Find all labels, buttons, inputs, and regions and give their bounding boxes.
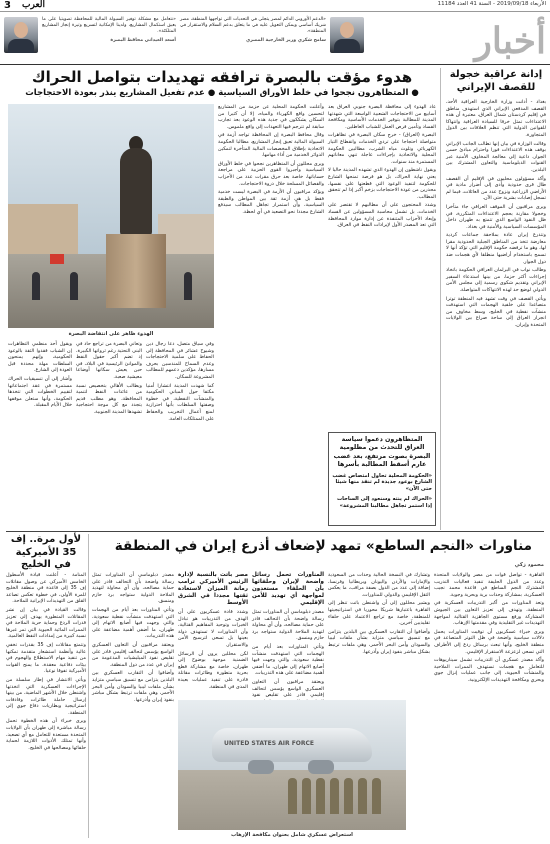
paragraph: ويشير محللون إلى أن واشنطن باتت تنظر إلى القاهرة باعتبارها شريكا محوريا في استراتيجيتها للمنطقة، خاصة مع تراجع الاعتماد على حلفاء تقليديين آخرين. (328, 600, 430, 627)
story3-headline: لأول مرة.. إف 35 الأميركية في الخليج (10, 534, 82, 570)
minister-portrait (330, 17, 364, 53)
story2-subhead-a: مصر باتت بالنسبة لإدارة الرئيس الأميركي ترامب رمانة الميزان لاستعادة ثقتها مجددا في الشرق الأوسط (178, 572, 248, 606)
statue-photo-caption: الهدوء ظاهر على انتفاضة البصرة (68, 331, 154, 337)
sidebar-headline: إدانة عراقية خجولة للقصف الإيراني (449, 69, 543, 93)
paragraph: ويقول أحد منظمي التظاهرات إن الشباب فقدوا الثقة بالوعود الحكومية، وإنهم يمنحون السلطات مهلة محددة قبل العودة إلى الشارع. (8, 341, 72, 374)
paragraph: وقال محافظ البصرة إن المحافظة تواجه أزمة في السيولة المالية تعيق إنجاز المشاريع، مطالبا الحكومة الاتحادية بإطلاق المخصصات المالية المتأخرة لتمكين الدوائر الخدمية من أداء مهامها. (218, 132, 324, 159)
paragraph: وتتمتع مقاتلات إف 35 بقدرات تخفي عالية وأنظمة استشعار متقدمة تمكنها من تنفيذ مهام الاستطلاع والهجوم في بيئات دفاعية معقدة، ما يمنح القوات الأميركية تفوقا نوعيا. (6, 641, 87, 675)
paragraph: ويؤكد مراقبون أن الأزمة في البصرة ليست خدمية فقط بل هي أزمة ثقة بين المواطن والطبقة السياسية، وأن استمرار تجاهل المطالب سيدفع الشارع مجددا نحو التصعيد في أي لحظة. (218, 189, 324, 215)
top-quote-1-text: «الدعم الأوروبي الدائم لمصر يتجلى في التحديات التي تواجهها المنطقة، مصر شريك أساسي ويمكن التعويل عليه في ما يتعلق بدعم السلام والاستقرار في المنطقة». (180, 17, 326, 35)
story2-subhead-b: المناورات تحمل رسائل واضحة لإيران وحلفائها بأن الحلفاء مستعدون لمواجهة أي تهديد للأمن الإقليمي (252, 572, 324, 606)
paragraph: ويأتي القصف في وقت تشهد فيه المنطقة توترا متصاعدا على خلفية الهجمات التي استهدفت منشآت نفطية في الخليج، وسط مخاوف من انجرار العراق إلى ساحة صراع بين الولايات المتحدة وإيران. (446, 295, 546, 328)
paragraph: وأضافوا أن التقارب العسكري بين البلدين يتزامن مع تنسيق سياسي متزايد بشأن ملفات ليبيا والسودان وأمن البحر الأحمر، وهي ملفات ترتبط بشكل مباشر بنفوذ إيران وأذرعها. (328, 628, 430, 655)
governor-portrait (4, 17, 38, 53)
page-number: 3 (4, 0, 11, 11)
sidebar-story (446, 68, 546, 530)
paragraph: ويطالب الأهالي بتخصيص نسبة من عائدات النفط لتنمية المحافظة، وهو مطلب قديم يتجدد مع كل موجة احتجاجية تشهدها المدينة الجنوبية. (76, 382, 142, 415)
masthead-strip (0, 0, 550, 12)
paragraph: وتتذرع إيران عادة بملاحقة جماعات كردية معارضة تتخذ من المناطق الجبلية الحدودية مقرا لها، وهو ما ترفضه حكومة الإقليم التي تؤكد أنها لا تسمح باستخدام أراضيها منطلقا لأي هجمات ضد دول الجوار. (446, 232, 546, 265)
paragraph: وقالت القيادة في بيان إن نشر المقاتلات المتطورة يهدف إلى تعزيز قدرات الردع وحماية حرية الملاحة في الممرات المائية الحيوية التي تمر عبرها نسبة كبيرة من إمدادات النفط العالمية. (6, 606, 86, 640)
story2-column-4 (178, 572, 248, 696)
paragraph: مصدر دبلوماسي أن المناورات تمثل رسالة واضحة بأن التحالف قادر على حماية مصالحه، وأن أي محاولة لتهديد الملاحة الدولية ستواجه برد حازم ومنسق. (252, 609, 324, 642)
paragraph: وتأتي المناورات بعد أيام من الهجمات التي استهدفت منشآت نفطية سعودية، والتي وجهت فيها أصابع الاتهام إلى طهران، ما أضفى أهمية مضاعفة على هذه التدريبات. (92, 606, 174, 640)
pullquote: «الحكومة المحلية تحاول امتصاص غضب الشارع بوعود جديدة لم تنفذ منها شيئا حتى الآن» (332, 472, 432, 493)
pullquote: «الحراك لم ينته وسنعود إلى الساحات إذا استمر تجاهل مطالبنا المشروعة» (336, 496, 432, 509)
paragraph: وأضافوا أن التقارب العسكري بين البلدين يتزامن مع تنسيق سياسي متزايد بشأن ملفات ليبيا والسودان وأمن البحر الأحمر، وهي ملفات ترتبط بشكل مباشر بنفوذ إيران وأذرعها. (92, 670, 174, 703)
paragraph: وتشارك في النسخة الحالية وحدات من السعودية والإمارات والأردن واليونان وبريطانيا وفرنسا، إضافة إلى عدد من الدول بصفة مراقب، ما يعكس الثقل الإقليمي والدولي للمناورات. (328, 572, 430, 598)
story3-body (6, 572, 86, 838)
top-quote-2-text: «نتعامل مع مشكلة توفير السيولة المالية للمحافظة تصويتيا على ما يعيق استكمال المشاريع، ولدينا الإمكانية لتسريع وتيرة إنجاز المشاريع المتلكئة». (42, 17, 176, 35)
military-photo-caption: استعراض عسكري شامل بعنوان مكافحة الإرهاب (231, 832, 353, 838)
top-quote-2-signature: أسعد العيداني محافظ البصرة (110, 37, 176, 43)
paragraph: ويقول ناشطون إن الهدوء الذي تشهده المدينة حاليا لا يعني نهاية الحراك، بل هو فرصة تمنحها الشارع للحكومة لتنفيذ الوعود التي قطعتها على نفسها، محذرين من عودة الاحتجاجات بزخم أكبر إذا لم تتحقق المطالب. (328, 167, 436, 200)
story2-headline: مناورات «النجم الساطع» تمهد لإضعاف أذرع إيران في المنطقة (114, 538, 532, 554)
lead-column-e (8, 341, 72, 526)
paragraph: ويرى خبراء عسكريون أن توقيت المناورات يحمل دلالات سياسية واضحة في ظل التوتر المتصاعد في منطقة الخليج، وأنها تبعث برسائل ردع إلى الأطراف التي تسعى لزعزعة الاستقرار الإقليمي. (434, 628, 544, 655)
column-divider (88, 534, 89, 838)
paragraph: وتعد المناورات من أكبر التدريبات العسكرية في المنطقة، وتهدف إلى تعزيز التعاون بين الجيوش المشاركة ورفع مستوى الجاهزية القتالية لمواجهة التهديدات غير التقليدية وفي مقدمتها الإرهاب. (434, 600, 544, 627)
section-divider (6, 531, 544, 532)
lead-subhead-1: المتظاهرون نجحوا في خلط الأوراق السياسية (218, 88, 409, 98)
story2-column-2 (328, 572, 430, 696)
paragraph: مصدر دبلوماسي أن المناورات تمثل رسالة واضحة بأن التحالف قادر على حماية مصالحه، وأن أي محاولة لتهديد الملاحة الدولية ستواجه برد حازم ومنسق. (92, 572, 174, 605)
paragraph: وطالب نواب في البرلمان العراقي الحكومة باتخاذ إجراءات أكثر حزما، من بينها استدعاء السفير الإيراني وتقديم شكوى رسمية إلى مجلس الأمن الدولي لوضع حد لهذه الانتهاكات المتواصلة. (446, 267, 546, 294)
lead-column-d (76, 341, 142, 526)
column-divider (440, 68, 441, 530)
section-title: أخبار (474, 20, 546, 62)
highlight-box-title: المتظاهرون دعموا سياسة العراق للتحدث من مظلومية البصرة بصوت مرتفع، بعد غضب عارم أسقط المطالبة بأسرها (333, 436, 431, 469)
paragraph: ويرى خبراء أن هذه الخطوة تحمل رسالة مباشرة إلى طهران بأن الولايات المتحدة مستعدة للتعامل مع أي تصعيد، وأنها تمتلك الأدوات اللازمة لحماية حلفائها ومصالحها في الخليج. (6, 718, 86, 751)
paragraph: ويرى مراقبون أن الموقف العراقي جاء متأخرا وخجولا مقارنة بحجم الاعتداءات المتكررة، في ظل النفوذ الواسع الذي تتمتع به طهران داخل المؤسسات السياسية والأمنية في بغداد. (446, 203, 546, 230)
paragraph: ويأتي الانتشار في إطار سلسلة من الإجراءات العسكرية التي اتخذتها واشنطن خلال الأشهر الماضية، من بينها إرسال حاملة طائرات وقاذفات استراتيجية وبطاريات دفاع جوي إلى المنطقة. (6, 676, 86, 716)
lead-column-a (328, 104, 436, 430)
paragraph: عاد الهدوء إلى محافظة البصرة جنوبي العراق بعد أسابيع من الاحتجاجات الشعبية الواسعة التي شهدتها المدينة للمطالبة بتوفير الخدمات الأساسية ومكافحة الفساد وتأمين فرص العمل للشباب العاطلين. (328, 104, 436, 130)
paragraph: البصرة (العراق) - خرج سكان البصرة في تظاهرات متواصلة احتجاجا على تردي الخدمات وانقطاع التيار الكهربائي وتلوث مياه الشرب، مطالبين الحكومة المحلية والاتحادية بإجراءات عاجلة تنهي معاناتهم المستمرة منذ سنوات. (328, 132, 436, 165)
story2-column-1 (434, 572, 544, 838)
paragraph: وشدد المحتجون على أن مطالبهم لا تقتصر على الخدمات، بل تشمل محاسبة المسؤولين عن الفساد وإبعاد الأحزاب المتنفذة عن إدارة موارد المحافظة التي تعد المصدر الأول لإيرادات النفط في العراق. (328, 202, 436, 229)
paragraph: وأعلنت الحكومة المحلية عن حزمة من المشاريع لتحسين واقع الكهرباء والمياه، إلا أن كثيرا من السكان يشككون في جدية هذه الوعود بعد تجارب سابقة لم تترجم فيها التعهدات إلى واقع ملموس. (218, 104, 324, 130)
paragraph: ويرى محللون أن المتظاهرين نجحوا في خلط الأوراق السياسية وأجبروا القوى الحزبية على مراجعة حساباتها، خاصة بعد حرق مقرات عدد من الأحزاب والفصائل المسلحة خلال ذروة الاحتجاجات. (218, 160, 324, 187)
top-quote-2 (42, 17, 176, 44)
lead-column-b (218, 104, 324, 526)
paragraph: وتعاني البصرة من تراجع حاد في البنى التحتية رغم ثرواتها الكبيرة، إذ تضم أكبر حقول النفط والموانئ الرئيسية في البلاد، في حين يعيش سكانها أوضاعا معيشية صعبة. (76, 341, 142, 380)
military-exercise-photo (178, 700, 406, 830)
top-quotes-bar (0, 13, 550, 65)
paragraph: المنامة - أعلنت قيادة الأسطول الخامس الأميركي عن وصول مقاتلات إف 35 إلى قاعدة في منطقة الخليج للمرة الأولى، في خطوة تعكس تصاعد القلق من التهديدات الإيرانية للملاحة. (6, 572, 87, 605)
paragraph: وأكد مصدر عسكري أن التدريبات تشمل سيناريوهات للتعامل مع هجمات تستهدف الممرات الملاحية والمنشآت الحيوية، إلى جانب عمليات إنزال جوي وبحري ومكافحة التهديدات الإلكترونية. (434, 657, 544, 683)
story2-column-5 (92, 572, 174, 838)
paragraph: لكن محللين يرون أن الرسائل الضمنية موجهة بوضوح إلى طهران، خاصة مع مشاركة قطع بحرية متطورة وطائرات مقاتلة قادرة على تنفيذ عمليات بعيدة المدى في المنطقة. (178, 650, 248, 690)
top-quote-1-signature: سامح شكري وزير الخارجية المصري (245, 37, 326, 43)
story2-column-3 (252, 572, 324, 699)
statue-photo (8, 104, 214, 328)
paragraph: وأكد مسؤولون محليون في الإقليم أن القصف طال قرى حدودية وأدى إلى أضرار مادية في الأراضي الزراعية ونزوح عدد من العائلات، فيما لم تسجل إصابات بشرية حتى الآن. (446, 175, 546, 202)
lead-subheads: ● المتظاهرون نجحوا في خلط الأوراق السياسية ● عدم تفعيل المشاريع ينذر بعودة الاحتجاجات (25, 88, 419, 98)
issue-date: الأربعاء 2019/09/18 - السنة 41 العدد 11184 (437, 1, 546, 7)
paragraph: وفي سياق متصل، دعا رجال دين وشيوخ عشائر في المحافظة إلى الحفاظ على سلمية الاحتجاجات وعدم السماح للمندسين بحرف مسارها، مؤكدين دعمهم للمطالب المشروعة للسكان. (146, 341, 214, 380)
lead-highlight-box (328, 432, 436, 526)
paragraph: ويعتقد مراقبون أن التعاون العسكري الواسع يؤسس لتحالف إقليمي قادر على تقليص نفوذ (252, 678, 324, 699)
aircraft-marking: UNITED STATES AIR FORCE (224, 740, 315, 747)
lead-column-c (146, 341, 214, 526)
paragraph: وتأتي المناورات بعد أيام من الهجمات التي استهدفت منشآت نفطية سعودية، والتي وجهت فيها أصابع الاتهام إلى طهران، ما أضفى أهمية مضاعفة على هذه التدريبات. (252, 643, 324, 677)
paragraph: كما شهدت المدينة انتشارا أمنيا مكثفا حول المباني الحكومية والمنشآت النفطية، في خطوة وصفتها السلطات بأنها احترازية لمنع أعمال التخريب والحفاظ على الممتلكات العامة. (146, 382, 214, 422)
top-quote-1 (180, 17, 326, 44)
lead-subhead-2: عدم تفعيل المشاريع ينذر بعودة الاحتجاجات (25, 88, 205, 98)
paragraph: وشدد قادة عسكريون على أن الهدف من التدريبات هو تبادل الخبرات وتوحيد المفاهيم القتالية، وأن المناورات لا تستهدف دولة بعينها بل تسعى لترسيخ الأمن والاستقرار. (178, 609, 248, 648)
paragraph: وأشار إلى أن تنسيقيات الحراك مستمرة في عقد اجتماعاتها لتقييم الخطوات التي تتخذها الحكومة، وأنها ستعلن موقفها خلال الأيام المقبلة. (8, 375, 72, 409)
paragraph: بغداد - أدانت وزارة الخارجية العراقية الأحد، القصف المدفعي الإيراني الذي استهدف مناطق في إقليم كردستان شمال العراق، معتبرة أن هذه الاعتداءات تمثل خرقا للسيادة العراقية وانتهاكا للقوانين الدولية التي تنظم العلاقات بين الدول المتجاورة. (446, 99, 546, 138)
lead-headline: هدوء مؤقت بالبصرة ترافقه تهديدات بتواصل الحراك (31, 68, 413, 86)
paragraph: القاهرة - تواصل قوات من مصر والولايات المتحدة وعدد من الدول الحليفة تنفيذ فعاليات التدريب المشترك النجم الساطع في قاعدة محمد نجيب العسكرية، بمشاركة وحدات برية وبحرية وجوية. (434, 572, 544, 598)
paragraph: وقالت الوزارة في بيان إنها تطالب الجانب الإيراني بوقف هذه الاعتداءات فورا واحترام مبادئ حسن الجوار، داعية إلى معالجة المخاوف الأمنية عبر القنوات الدبلوماسية والتعاون المشترك بين البلدين. (445, 140, 546, 173)
sidebar-body (446, 99, 546, 329)
story2-byline: محمود زكي (514, 562, 544, 568)
newspaper-logo: العرب (22, 0, 46, 10)
paragraph: ويعتقد مراقبون أن التعاون العسكري الواسع يؤسس لتحالف إقليمي قادر على تقليص نفوذ الميليشيات المدعومة من إيران في عدد من دول المنطقة. (92, 641, 174, 668)
